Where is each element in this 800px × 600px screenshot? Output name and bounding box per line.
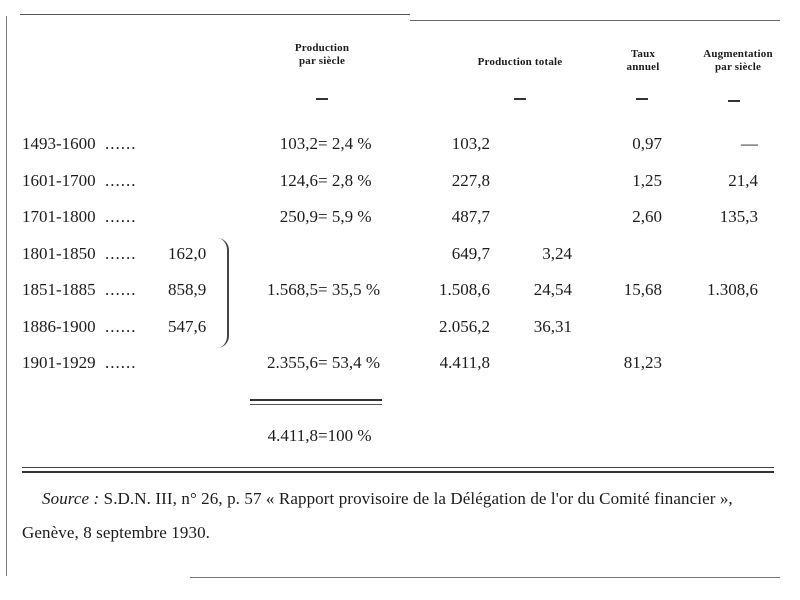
row-total-production: 103,2 xyxy=(451,134,490,153)
header-production-totale: Production totale xyxy=(477,56,563,68)
row-period: 1851-1885 xyxy=(22,280,96,299)
header-production-siecle-line1: Production xyxy=(294,42,350,54)
footer-rule-thin xyxy=(22,467,774,468)
row-total-production: 227,8 xyxy=(451,171,490,190)
row-augmentation: 1.308,6 xyxy=(707,280,758,299)
row-percent: = 2,4 % xyxy=(318,134,372,153)
header-taux-line1: Taux xyxy=(630,48,656,60)
row-taux-annuel: 81,23 xyxy=(623,353,662,372)
row-period: 1886-1900 xyxy=(22,317,96,336)
brace-19th-century xyxy=(215,238,229,348)
row-period: 1801-1850 xyxy=(22,244,96,263)
row-period: 1601-1700 xyxy=(22,171,96,190)
row-sub-rate: 24,54 xyxy=(533,280,572,299)
row-taux-annuel: 2,60 xyxy=(632,207,662,226)
row-total-production: 1.508,6 xyxy=(439,280,490,299)
row-leader-dots: ...... xyxy=(105,244,137,263)
row-leader-dots: ...... xyxy=(105,207,137,226)
row-production: 2.355,6 xyxy=(267,353,318,372)
row-leader-dots: ...... xyxy=(105,134,137,153)
total-rule xyxy=(250,399,382,401)
page-frame-left xyxy=(6,16,7,576)
page-frame-bottom xyxy=(190,577,780,578)
row-sub-production: 858,9 xyxy=(168,280,207,299)
row-total-production: 649,7 xyxy=(451,244,490,263)
row-production: 124,6 xyxy=(279,171,318,190)
row-augmentation: 135,3 xyxy=(719,207,758,226)
row-leader-dots: ...... xyxy=(105,280,137,299)
header-augmentation xyxy=(690,48,786,74)
source-note xyxy=(22,482,774,550)
total-rule-thin xyxy=(250,404,382,405)
row-augmentation: — xyxy=(741,134,758,153)
row-sub-production: 162,0 xyxy=(168,244,207,263)
source-text: S.D.N. III, n° 26, p. 57 « Rapport provisoire de la Délégation de l'or du Comité financier », Genève, 8 septembre 1930. xyxy=(22,489,733,542)
header-production-siecle-line2: par siècle xyxy=(298,55,346,67)
header-dash xyxy=(728,100,740,102)
header-dash xyxy=(514,98,526,100)
row-taux-annuel: 0,97 xyxy=(632,134,662,153)
row-sub-production: 547,6 xyxy=(168,317,207,336)
row-percent: = 35,5 % xyxy=(318,280,380,299)
row-production: 250,9 xyxy=(279,207,318,226)
row-period: 1701-1800 xyxy=(22,207,96,226)
row-taux-annuel: 15,68 xyxy=(623,280,662,299)
header-production-siecle xyxy=(270,42,374,68)
row-total-production: 4.411,8 xyxy=(439,353,490,372)
row-total-production: 2.056,2 xyxy=(439,317,490,336)
row-leader-dots: ...... xyxy=(105,171,137,190)
header-dash xyxy=(636,98,648,100)
row-sub-rate: 3,24 xyxy=(542,244,572,263)
header-dash xyxy=(316,98,328,100)
row-period: 1901-1929 xyxy=(22,353,96,372)
total-percent: =100 % xyxy=(318,426,372,445)
row-production: 1.568,5 xyxy=(267,280,318,299)
row-percent: = 53,4 % xyxy=(318,353,380,372)
footer-rule-thick xyxy=(22,471,774,473)
header-augmentation-line2: par siècle xyxy=(714,61,762,73)
page-frame-top xyxy=(20,14,410,15)
header-augmentation-line1: Augmentation xyxy=(703,48,773,60)
source-label: Source : xyxy=(42,489,100,508)
header-taux-line2: annuel xyxy=(626,61,660,73)
page-frame-top-right xyxy=(410,20,780,21)
row-total-production: 487,7 xyxy=(451,207,490,226)
row-period: 1493-1600 xyxy=(22,134,96,153)
row-percent: = 2,8 % xyxy=(318,171,372,190)
row-taux-annuel: 1,25 xyxy=(632,171,662,190)
row-leader-dots: ...... xyxy=(105,353,137,372)
header-taux-annuel xyxy=(612,48,674,74)
row-augmentation: 21,4 xyxy=(728,171,758,190)
total-production: 4.411,8 xyxy=(267,426,318,445)
row-leader-dots: ...... xyxy=(105,317,137,336)
row-sub-rate: 36,31 xyxy=(533,317,572,336)
row-production: 103,2 xyxy=(279,134,318,153)
row-percent: = 5,9 % xyxy=(318,207,372,226)
